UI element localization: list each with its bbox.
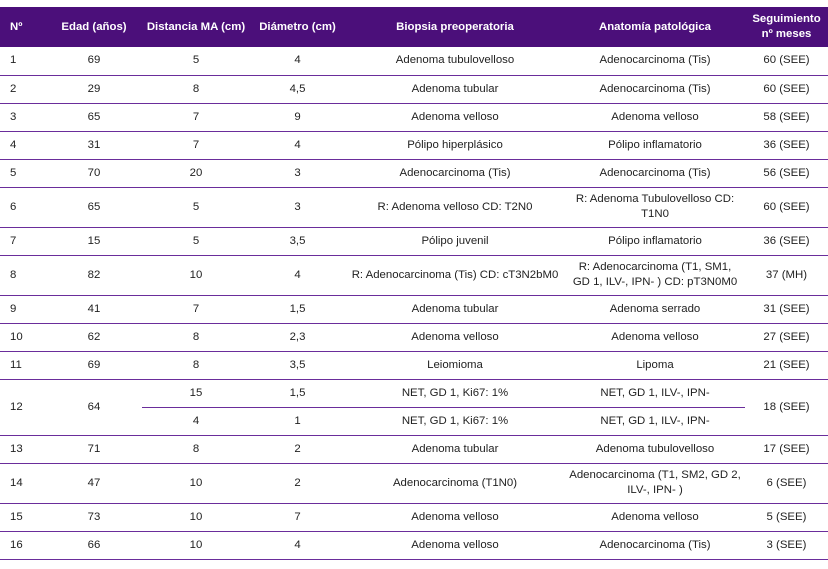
cell-pathology: Adenocarcinoma (T1, SM2, GD 2, ILV-, IPN- ): [565, 463, 745, 503]
cell-pathology: R: Adenocarcinoma (T1, SM1, GD 1, ILV-, IPN- ) CD: pT3N0M0: [565, 255, 745, 295]
cell-age: 62: [46, 323, 142, 351]
cell-number: 5: [0, 159, 46, 187]
cell-pathology: Adenoma serrado: [565, 295, 745, 323]
cell-pathology: NET, GD 1, ILV-, IPN-: [565, 379, 745, 407]
cell-pathology: Adenocarcinoma (Tis): [565, 47, 745, 75]
cell-pathology: NET, GD 1, ILV-, IPN-: [565, 407, 745, 435]
cell-age: 69: [46, 47, 142, 75]
cell-age: 29: [46, 75, 142, 103]
cell-diameter: 3,5: [250, 351, 345, 379]
cell-number: 4: [0, 131, 46, 159]
cell-diameter: 3: [250, 159, 345, 187]
cell-number: 15: [0, 503, 46, 531]
cell-number: 14: [0, 463, 46, 503]
cell-diameter: 4: [250, 255, 345, 295]
cell-diameter: 2,3: [250, 323, 345, 351]
table-body: [0, 47, 828, 559]
cell-followup: 37 (MH): [745, 255, 828, 295]
cell-biopsy: NET, GD 1, Ki67: 1%: [345, 379, 565, 407]
cell-diameter: 2: [250, 435, 345, 463]
cell-pathology: Pólipo inflamatorio: [565, 227, 745, 255]
cell-pathology: Adenocarcinoma (Tis): [565, 531, 745, 559]
cell-biopsy: Adenoma velloso: [345, 503, 565, 531]
cell-age: 66: [46, 531, 142, 559]
table-row: [0, 227, 828, 255]
cell-biopsy: R: Adenoma velloso CD: T2N0: [345, 187, 565, 227]
cell-number: 6: [0, 187, 46, 227]
cell-followup: 27 (SEE): [745, 323, 828, 351]
table-row: [0, 131, 828, 159]
cell-age: 47: [46, 463, 142, 503]
cell-diameter: 1: [250, 407, 345, 435]
cell-followup: 58 (SEE): [745, 103, 828, 131]
cell-number: 9: [0, 295, 46, 323]
cell-pathology: Pólipo inflamatorio: [565, 131, 745, 159]
cell-pathology: Adenoma tubulovelloso: [565, 435, 745, 463]
cell-number: 2: [0, 75, 46, 103]
cell-pathology: Adenoma velloso: [565, 323, 745, 351]
table-row: [0, 255, 828, 295]
cell-biopsy: Adenoma velloso: [345, 323, 565, 351]
header-row: [0, 7, 828, 47]
cell-pathology: Lipoma: [565, 351, 745, 379]
table-header: [0, 7, 828, 47]
header-cell-diameter: Diámetro (cm): [250, 7, 345, 47]
cell-distance: 8: [142, 75, 250, 103]
cell-age: 70: [46, 159, 142, 187]
cell-number: 1: [0, 47, 46, 75]
cell-diameter: 4: [250, 131, 345, 159]
cell-followup: 5 (SEE): [745, 503, 828, 531]
table-row: [0, 503, 828, 531]
cell-age: 64: [46, 379, 142, 435]
cell-diameter: 4: [250, 47, 345, 75]
cell-age: 73: [46, 503, 142, 531]
table-row: [0, 295, 828, 323]
cell-biopsy: R: Adenocarcinoma (Tis) CD: cT3N2bM0: [345, 255, 565, 295]
table-row: [0, 379, 828, 407]
cell-age: 65: [46, 103, 142, 131]
cell-pathology: Adenocarcinoma (Tis): [565, 75, 745, 103]
cell-age: 69: [46, 351, 142, 379]
cell-followup: 60 (SEE): [745, 75, 828, 103]
cell-followup: 21 (SEE): [745, 351, 828, 379]
cell-distance: 4: [142, 407, 250, 435]
cell-age: 65: [46, 187, 142, 227]
cell-diameter: 1,5: [250, 295, 345, 323]
cell-distance: 10: [142, 503, 250, 531]
cell-pathology: R: Adenoma Tubulovelloso CD: T1N0: [565, 187, 745, 227]
table-row: [0, 103, 828, 131]
cell-pathology: Adenocarcinoma (Tis): [565, 159, 745, 187]
cell-number: 12: [0, 379, 46, 435]
cell-number: 3: [0, 103, 46, 131]
cell-number: 7: [0, 227, 46, 255]
cell-diameter: 4,5: [250, 75, 345, 103]
cell-age: 71: [46, 435, 142, 463]
cell-distance: 5: [142, 227, 250, 255]
header-cell-distance: Distancia MA (cm): [142, 7, 250, 47]
table-row: [0, 187, 828, 227]
cell-biopsy: Adenocarcinoma (Tis): [345, 159, 565, 187]
cell-distance: 5: [142, 47, 250, 75]
cell-pathology: Adenoma velloso: [565, 503, 745, 531]
cell-followup: 60 (SEE): [745, 47, 828, 75]
cell-diameter: 7: [250, 503, 345, 531]
table-row: [0, 159, 828, 187]
table-row: [0, 463, 828, 503]
cell-diameter: 1,5: [250, 379, 345, 407]
cell-diameter: 2: [250, 463, 345, 503]
cell-distance: 10: [142, 531, 250, 559]
cell-distance: 8: [142, 351, 250, 379]
header-cell-age: Edad (años): [46, 7, 142, 47]
table-row: [0, 531, 828, 559]
cell-followup: 31 (SEE): [745, 295, 828, 323]
cell-number: 8: [0, 255, 46, 295]
cell-age: 41: [46, 295, 142, 323]
cell-pathology: Adenoma velloso: [565, 103, 745, 131]
cell-biopsy: Adenoma tubulovelloso: [345, 47, 565, 75]
cell-biopsy: Adenoma velloso: [345, 531, 565, 559]
cell-distance: 7: [142, 131, 250, 159]
header-cell-number: Nº: [0, 7, 46, 47]
cell-followup: 56 (SEE): [745, 159, 828, 187]
table-row: [0, 351, 828, 379]
cell-distance: 15: [142, 379, 250, 407]
cell-diameter: 9: [250, 103, 345, 131]
cell-distance: 10: [142, 463, 250, 503]
cell-biopsy: Adenocarcinoma (T1N0): [345, 463, 565, 503]
cell-distance: 10: [142, 255, 250, 295]
cell-distance: 8: [142, 323, 250, 351]
cell-number: 10: [0, 323, 46, 351]
cell-followup: 6 (SEE): [745, 463, 828, 503]
table-row: [0, 75, 828, 103]
cell-followup: 18 (SEE): [745, 379, 828, 435]
cell-number: 16: [0, 531, 46, 559]
cell-biopsy: Adenoma tubular: [345, 435, 565, 463]
cell-age: 82: [46, 255, 142, 295]
cell-biopsy: Pólipo hiperplásico: [345, 131, 565, 159]
cell-distance: 7: [142, 103, 250, 131]
cell-biopsy: Adenoma tubular: [345, 295, 565, 323]
cell-biopsy: Adenoma velloso: [345, 103, 565, 131]
cell-distance: 7: [142, 295, 250, 323]
cell-number: 13: [0, 435, 46, 463]
cell-distance: 20: [142, 159, 250, 187]
cell-distance: 8: [142, 435, 250, 463]
cell-diameter: 4: [250, 531, 345, 559]
cell-followup: 36 (SEE): [745, 227, 828, 255]
header-cell-followup: Seguimiento nº meses: [745, 7, 828, 47]
table-row: [0, 435, 828, 463]
cell-followup: 36 (SEE): [745, 131, 828, 159]
cell-diameter: 3,5: [250, 227, 345, 255]
patient-table: [0, 7, 828, 560]
cell-biopsy: Adenoma tubular: [345, 75, 565, 103]
cell-age: 15: [46, 227, 142, 255]
cell-followup: 60 (SEE): [745, 187, 828, 227]
cell-age: 31: [46, 131, 142, 159]
table-row: [0, 47, 828, 75]
cell-distance: 5: [142, 187, 250, 227]
cell-followup: 17 (SEE): [745, 435, 828, 463]
cell-biopsy: NET, GD 1, Ki67: 1%: [345, 407, 565, 435]
cell-biopsy: Leiomioma: [345, 351, 565, 379]
header-cell-pathology: Anatomía patológica: [565, 7, 745, 47]
cell-diameter: 3: [250, 187, 345, 227]
header-cell-biopsy: Biopsia preoperatoria: [345, 7, 565, 47]
cell-biopsy: Pólipo juvenil: [345, 227, 565, 255]
table-row: [0, 323, 828, 351]
cell-number: 11: [0, 351, 46, 379]
cell-followup: 3 (SEE): [745, 531, 828, 559]
